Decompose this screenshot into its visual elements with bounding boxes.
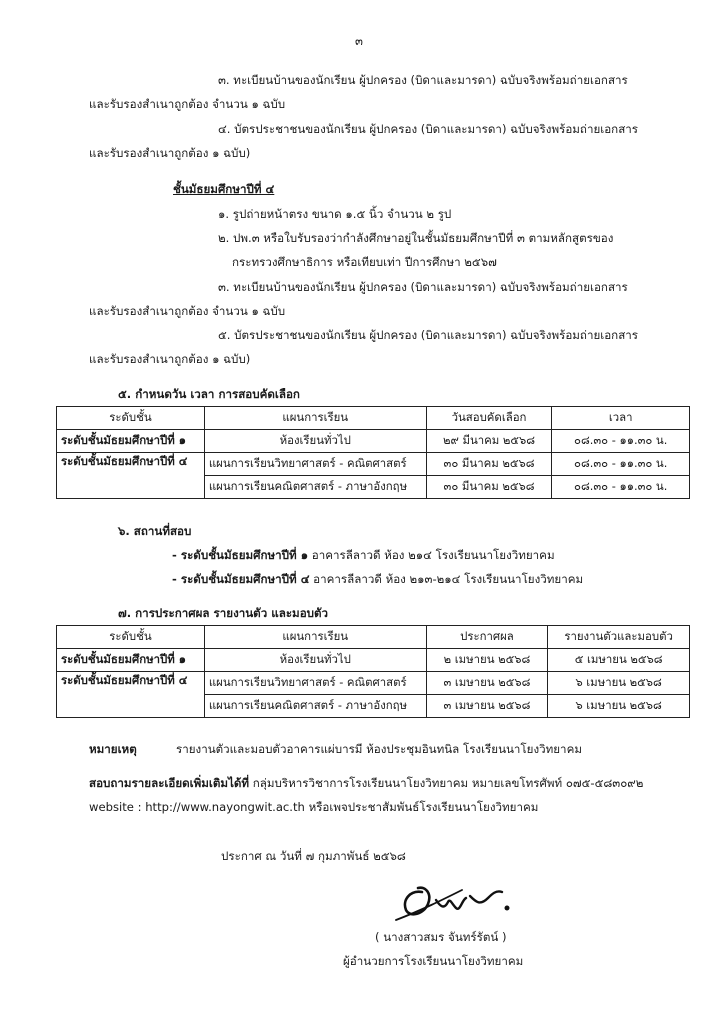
- report-cell: ๖ เมษายน ๒๕๖๘: [548, 695, 690, 718]
- col-header: ระดับชั้น: [57, 626, 205, 649]
- doc-line: กระทรวงศึกษาธิการ หรือเทียบเท่า ปีการศึกษา ๒๕๖๗: [232, 255, 497, 269]
- level-cell: ระดับชั้นมัธยมศึกษาปีที่ ๔: [57, 453, 205, 499]
- level-cell: ระดับชั้นมัธยมศึกษาปีที่ ๑: [57, 649, 205, 672]
- exam-location-m1: [172, 547, 555, 563]
- date-cell: ๒๙ มีนาคม ๒๕๖๘: [426, 430, 552, 453]
- table-row: [57, 453, 690, 476]
- table-header-row: [57, 407, 690, 430]
- doc-line: ๓. ทะเบียนบ้านของนักเรียน ผู้ปกครอง (บิดาและมารดา) ฉบับจริงพร้อมถ่ายเอกสาร: [218, 73, 628, 87]
- location-level: - ระดับชั้นมัธยมศึกษาปีที่ ๑: [172, 548, 309, 562]
- section7-heading: ๗. การประกาศผล รายงานตัว และมอบตัว: [118, 606, 329, 620]
- announce-cell: ๓ เมษายน ๒๕๖๘: [426, 695, 548, 718]
- note-label: หมายเหตุ: [89, 742, 137, 756]
- table-row: [57, 430, 690, 453]
- note-text: รายงานตัวและมอบตัวอาคารแผ่บารมี ห้องประชุมอินทนิล โรงเรียนนาโยงวิทยาคม: [176, 742, 582, 756]
- contact-line: [89, 775, 643, 791]
- doc-line: ๕. บัตรประชาชนของนักเรียน ผู้ปกครอง (บิดาและมารดา) ฉบับจริงพร้อมถ่ายเอกสาร: [218, 328, 639, 342]
- program-cell: แผนการเรียนวิทยาศาสตร์ - คณิตศาสตร์: [204, 453, 426, 476]
- col-header: แผนการเรียน: [204, 626, 426, 649]
- page-number: ๓: [355, 34, 363, 48]
- col-header: แผนการเรียน: [204, 407, 426, 430]
- m4-heading: ชั้นมัธยมศึกษาปีที่ ๔: [173, 182, 275, 196]
- report-cell: ๖ เมษายน ๒๕๖๘: [548, 672, 690, 695]
- doc-line: และรับรองสำเนาถูกต้อง จำนวน ๑ ฉบับ: [89, 304, 286, 318]
- website-line: website : http://www.nayongwit.ac.th หรือเพจประชาสัมพันธ์โรงเรียนนาโยงวิทยาคม: [89, 800, 539, 814]
- doc-line: และรับรองสำเนาถูกต้อง ๑ ฉบับ): [89, 146, 251, 160]
- program-cell: ห้องเรียนทั่วไป: [204, 649, 426, 672]
- col-header: ประกาศผล: [426, 626, 548, 649]
- section5-heading: ๕. กำหนดวัน เวลา การสอบคัดเลือก: [118, 387, 300, 401]
- location-text: อาคารลีลาวดี ห้อง ๒๑๓-๒๑๔ โรงเรียนนาโยงวิทยาคม: [309, 572, 584, 586]
- time-cell: ๐๘.๓๐ - ๑๑.๓๐ น.: [552, 476, 690, 499]
- col-header: เวลา: [552, 407, 690, 430]
- program-cell: แผนการเรียนคณิตศาสตร์ - ภาษาอังกฤษ: [204, 476, 426, 499]
- doc-line: ๒. ปพ.๓ หรือใบรับรองว่ากำลังศึกษาอยู่ในชั้นมัธยมศึกษาปีที่ ๓ ตามหลักสูตรของ: [218, 231, 614, 245]
- time-cell: ๐๘.๓๐ - ๑๑.๓๐ น.: [552, 453, 690, 476]
- col-header: ระดับชั้น: [57, 407, 205, 430]
- level-cell: ระดับชั้นมัธยมศึกษาปีที่ ๔: [57, 672, 205, 718]
- doc-line: ๑. รูปถ่ายหน้าตรง ขนาด ๑.๕ นิ้ว จำนวน ๒ รูป: [218, 207, 452, 221]
- date-cell: ๓๐ มีนาคม ๒๕๖๘: [426, 453, 552, 476]
- report-cell: ๕ เมษายน ๒๕๖๘: [548, 649, 690, 672]
- location-level: - ระดับชั้นมัธยมศึกษาปีที่ ๔: [172, 572, 310, 586]
- doc-line: และรับรองสำเนาถูกต้อง ๑ ฉบับ): [89, 352, 251, 366]
- announce-date: ประกาศ ณ วันที่ ๗ กุมภาพันธ์ ๒๕๖๘: [221, 849, 406, 863]
- doc-line: ๔. บัตรประชาชนของนักเรียน ผู้ปกครอง (บิดาและมารดา) ฉบับจริงพร้อมถ่ายเอกสาร: [218, 122, 639, 136]
- announce-cell: ๒ เมษายน ๒๕๖๘: [426, 649, 548, 672]
- program-cell: แผนการเรียนวิทยาศาสตร์ - คณิตศาสตร์: [204, 672, 426, 695]
- col-header: วันสอบคัดเลือก: [426, 407, 552, 430]
- program-cell: ห้องเรียนทั่วไป: [204, 430, 426, 453]
- signature: [392, 870, 532, 930]
- program-cell: แผนการเรียนคณิตศาสตร์ - ภาษาอังกฤษ: [204, 695, 426, 718]
- results-table: [56, 625, 690, 718]
- signer-title: ผู้อำนวยการโรงเรียนนาโยงวิทยาคม: [343, 954, 524, 968]
- exam-location-m4: [172, 571, 583, 587]
- time-cell: ๐๘.๓๐ - ๑๑.๓๐ น.: [552, 430, 690, 453]
- date-cell: ๓๐ มีนาคม ๒๕๖๘: [426, 476, 552, 499]
- table-row: [57, 649, 690, 672]
- contact-text: กลุ่มบริหารวิชาการโรงเรียนนาโยงวิทยาคม หมายเลขโทรศัพท์ ๐๗๕-๕๘๓๐๙๒: [249, 776, 644, 790]
- level-cell: ระดับชั้นมัธยมศึกษาปีที่ ๑: [57, 430, 205, 453]
- table-row: [57, 672, 690, 695]
- signer-name: ( นางสาวสมร จันทร์รัตน์ ): [375, 930, 507, 944]
- table-header-row: [57, 626, 690, 649]
- contact-label: สอบถามรายละเอียดเพิ่มเติมได้ที่: [89, 776, 250, 790]
- location-text: อาคารลีลาวดี ห้อง ๒๑๔ โรงเรียนนาโยงวิทยาคม: [308, 548, 555, 562]
- doc-line: ๓. ทะเบียนบ้านของนักเรียน ผู้ปกครอง (บิดาและมารดา) ฉบับจริงพร้อมถ่ายเอกสาร: [218, 280, 628, 294]
- col-header: รายงานตัวและมอบตัว: [548, 626, 690, 649]
- exam-schedule-table: [56, 406, 690, 499]
- announce-cell: ๓ เมษายน ๒๕๖๘: [426, 672, 548, 695]
- section6-heading: ๖. สถานที่สอบ: [118, 524, 192, 538]
- doc-line: และรับรองสำเนาถูกต้อง จำนวน ๑ ฉบับ: [89, 97, 286, 111]
